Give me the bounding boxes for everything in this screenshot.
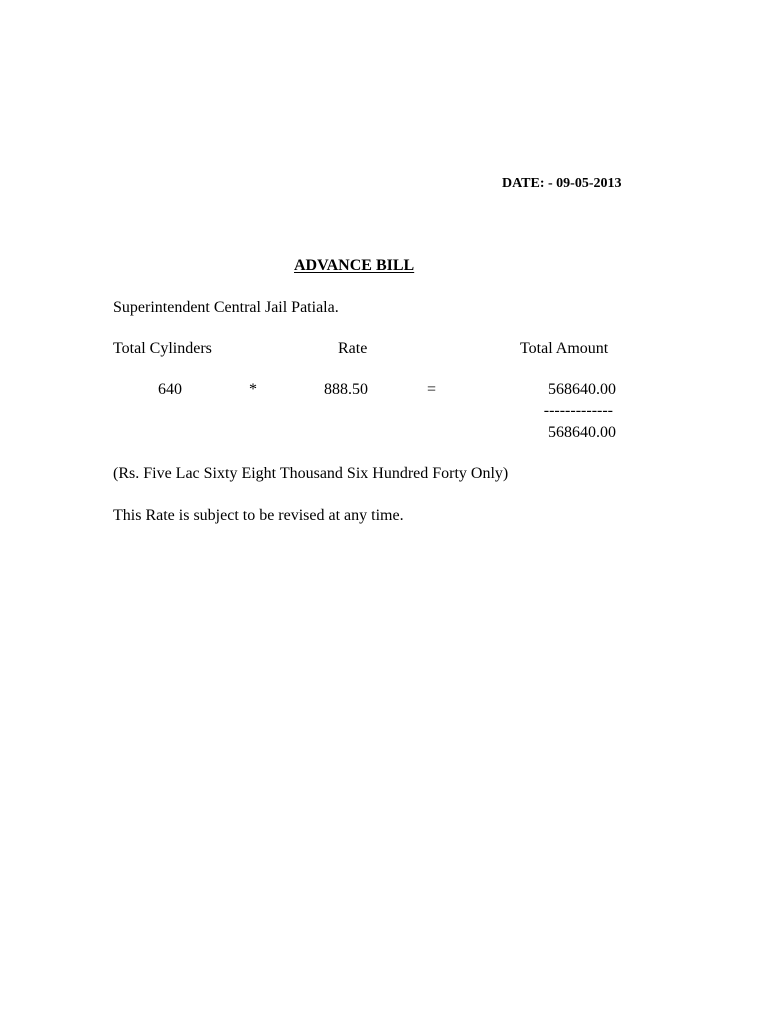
total-separator: ------------- <box>543 402 613 419</box>
line-amount: 568640.00 <box>548 381 616 398</box>
rate-note: This Rate is subject to be revised at any time. <box>113 507 404 524</box>
addressee: Superintendent Central Jail Patiala. <box>113 299 339 316</box>
equals-sign: = <box>427 381 437 398</box>
line-quantity: 640 <box>158 381 182 398</box>
multiply-sign: * <box>249 381 257 398</box>
grand-total: 568640.00 <box>548 424 616 441</box>
header-total-amount: Total Amount <box>520 340 609 357</box>
header-rate: Rate <box>338 340 368 357</box>
bill-title: ADVANCE BILL <box>294 257 415 274</box>
header-total-cylinders: Total Cylinders <box>113 340 212 357</box>
bill-date: DATE: - 09-05-2013 <box>502 176 622 191</box>
line-rate: 888.50 <box>324 381 368 398</box>
amount-in-words: (Rs. Five Lac Sixty Eight Thousand Six Hundred Forty Only) <box>113 465 509 482</box>
